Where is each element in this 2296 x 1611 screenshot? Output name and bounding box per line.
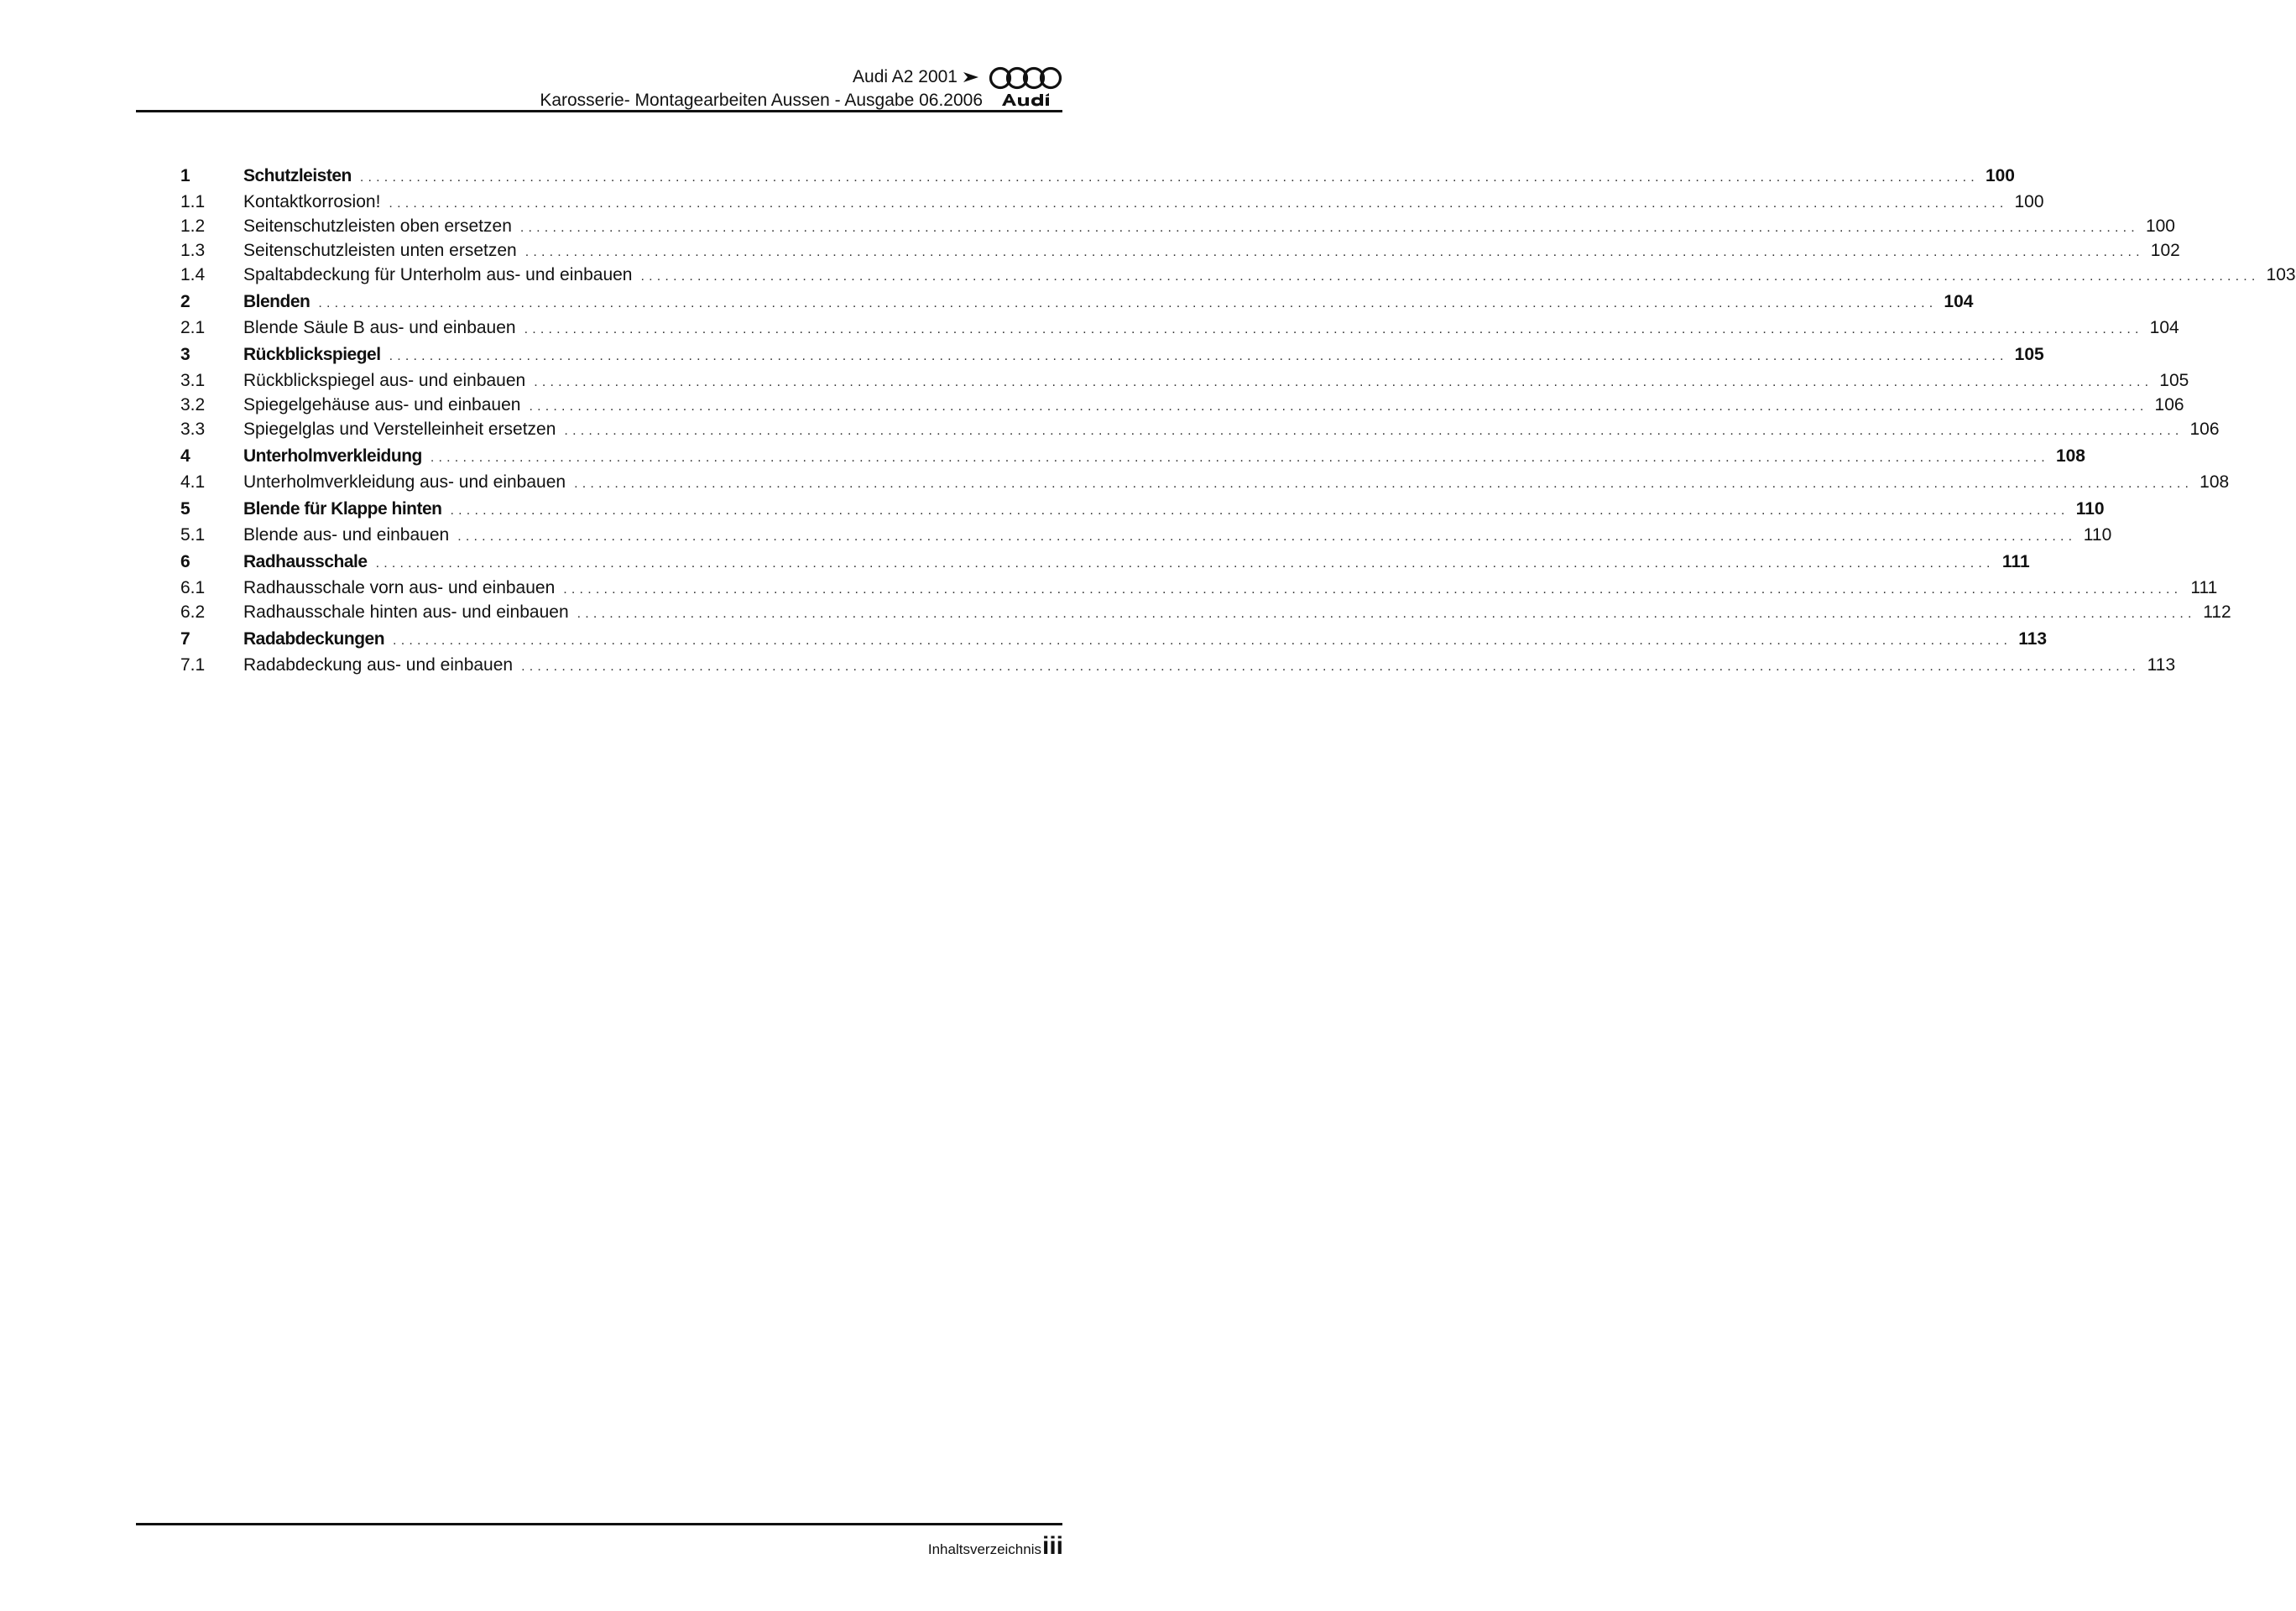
toc-dot-leader: ........................................................................................................................................................................................................ [375, 556, 1995, 571]
toc-page-number: 113 [2018, 629, 2048, 649]
toc-dot-leader: ........................................................................................................................................................................................................ [577, 607, 2196, 621]
toc-number: 4 [180, 446, 190, 466]
toc-chapter-row[interactable] [180, 446, 2085, 472]
toc-title: Unterholmverkleidung aus- und einbauen [243, 472, 566, 492]
toc-number: 1.3 [180, 241, 206, 260]
arrow-right-icon [963, 70, 978, 84]
toc-dot-leader: ........................................................................................................................................................................................................ [389, 196, 2008, 211]
toc-page-number: 100 [2014, 192, 2044, 211]
toc-entry-row[interactable] [180, 472, 2230, 497]
toc-chapter-group [180, 166, 2296, 289]
toc-page-number: 105 [2014, 345, 2044, 364]
header-rule [136, 110, 1062, 112]
toc-page-number: 108 [2055, 446, 2085, 466]
toc-entry-row[interactable] [180, 395, 2184, 420]
toc-dot-leader: ........................................................................................................................................................................................................ [430, 451, 2049, 465]
toc-dot-leader: ........................................................................................................................................................................................................ [563, 582, 2183, 597]
toc-dot-leader: ........................................................................................................................................................................................................ [534, 375, 2153, 389]
toc-dot-leader: ........................................................................................................................................................................................................ [457, 529, 2077, 544]
toc-page-number: 106 [2189, 420, 2220, 439]
toc-title: Schutzleisten [243, 166, 352, 185]
toc-entry-row[interactable] [180, 602, 2231, 627]
page-header [136, 62, 1062, 112]
toc-chapter-row[interactable] [180, 629, 2048, 655]
toc-dot-leader: ........................................................................................................................................................................................................ [524, 322, 2143, 336]
toc-number: 2 [180, 292, 190, 311]
toc-title: Radabdeckungen [243, 629, 385, 649]
toc-title: Radhausschale [243, 552, 368, 571]
toc-chapter-group [180, 292, 2179, 342]
toc-title: Kontaktkorrosion! [243, 192, 381, 211]
toc-entry-row[interactable] [180, 420, 2220, 444]
toc-dot-leader: ........................................................................................................................................................................................................ [564, 424, 2184, 438]
toc-dot-leader: ........................................................................................................................................................................................................ [524, 245, 2144, 259]
toc-chapter-row[interactable] [180, 499, 2105, 525]
toc-dot-leader: ........................................................................................................................................................................................................ [393, 633, 2012, 648]
toc-dot-leader: ........................................................................................................................................................................................................ [318, 296, 1938, 310]
audi-rings-logo [989, 66, 1062, 90]
toc-title: Rückblickspiegel [243, 345, 381, 364]
toc-page-number: 112 [2203, 602, 2231, 622]
toc-page-number: 110 [2075, 499, 2105, 519]
toc-dot-leader: ........................................................................................................................................................................................................ [529, 399, 2148, 414]
toc-number: 7 [180, 629, 190, 649]
toc-title: Unterholmverkleidung [243, 446, 422, 466]
toc-dot-leader: ........................................................................................................................................................................................................ [521, 660, 2141, 674]
toc-title: Blende aus- und einbauen [243, 525, 450, 545]
toc-page-number: 113 [2147, 655, 2176, 675]
toc-chapter-group [180, 629, 2176, 680]
toc-title: Radabdeckung aus- und einbauen [243, 655, 514, 675]
toc-title: Spaltabdeckung für Unterholm aus- und einbauen [243, 265, 633, 284]
table-of-contents [180, 166, 2296, 682]
toc-chapter-group [180, 345, 2220, 444]
toc-title: Seitenschutzleisten oben ersetzen [243, 216, 512, 236]
toc-number: 6 [180, 552, 190, 571]
toc-dot-leader: ........................................................................................................................................................................................................ [359, 170, 1979, 185]
toc-number: 3.1 [180, 371, 206, 390]
toc-title: Radhausschale vorn aus- und einbauen [243, 578, 556, 597]
footer-section-label: Inhaltsverzeichnis [927, 1541, 1041, 1557]
toc-title: Radhausschale hinten aus- und einbauen [243, 602, 569, 622]
toc-entry-row[interactable] [180, 371, 2189, 395]
toc-page-number: 108 [2199, 472, 2230, 492]
toc-chapter-group [180, 446, 2230, 497]
toc-number: 4.1 [180, 472, 206, 492]
toc-title: Spiegelgehäuse aus- und einbauen [243, 395, 521, 414]
toc-title: Blende für Klappe hinten [243, 499, 442, 519]
toc-page-number: 100 [1985, 166, 2015, 185]
toc-entry-row[interactable] [180, 192, 2044, 216]
toc-page-number: 102 [2150, 241, 2180, 260]
toc-page-number: 103 [2266, 265, 2296, 284]
toc-title: Spiegelglas und Verstelleinheit ersetzen [243, 420, 556, 439]
toc-dot-leader: ........................................................................................................................................................................................................ [640, 269, 2260, 284]
footer-page-number: iii [1041, 1532, 1063, 1560]
toc-page-number: 104 [1944, 292, 1974, 311]
toc-entry-row[interactable] [180, 525, 2112, 550]
toc-number: 3.3 [180, 420, 206, 439]
toc-chapter-row[interactable] [180, 166, 2015, 192]
toc-chapter-row[interactable] [180, 552, 2030, 578]
toc-page-number: 105 [2159, 371, 2189, 390]
toc-number: 5 [180, 499, 190, 519]
toc-dot-leader: ........................................................................................................................................................................................................ [519, 221, 2139, 235]
toc-number: 6.1 [180, 578, 206, 597]
toc-chapter-group [180, 552, 2231, 627]
toc-page-number: 111 [2001, 552, 2030, 571]
toc-page-number: 106 [2154, 395, 2184, 414]
toc-dot-leader: ........................................................................................................................................................................................................ [574, 477, 2194, 491]
toc-entry-row[interactable] [180, 578, 2218, 602]
toc-number: 6.2 [180, 602, 206, 622]
toc-number: 3.2 [180, 395, 206, 414]
toc-chapter-row[interactable] [180, 345, 2044, 371]
footer-rule [136, 1523, 1062, 1525]
toc-page-number: 104 [2149, 318, 2179, 337]
toc-number: 1 [180, 166, 190, 185]
toc-title: Seitenschutzleisten unten ersetzen [243, 241, 517, 260]
toc-entry-row[interactable] [180, 241, 2180, 265]
toc-title: Blenden [243, 292, 310, 311]
toc-number: 1.2 [180, 216, 206, 236]
toc-number: 7.1 [180, 655, 206, 675]
audi-wordmark-logo [1000, 92, 1056, 107]
toc-chapter-row[interactable] [180, 292, 1974, 318]
toc-title: Rückblickspiegel aus- und einbauen [243, 371, 526, 390]
toc-title: Blende Säule B aus- und einbauen [243, 318, 516, 337]
toc-entry-row[interactable] [180, 318, 2179, 342]
toc-dot-leader: ........................................................................................................................................................................................................ [450, 503, 2069, 518]
header-subtitle: Karosserie- Montagearbeiten Aussen - Ausgabe 06.2006 [540, 91, 983, 110]
toc-dot-leader: ........................................................................................................................................................................................................ [389, 349, 2008, 363]
toc-number: 1.4 [180, 265, 206, 284]
toc-chapter-group [180, 499, 2112, 550]
toc-number: 3 [180, 345, 190, 364]
toc-number: 1.1 [180, 192, 206, 211]
toc-entry-row[interactable] [180, 265, 2296, 289]
header-model: Audi A2 2001 [853, 67, 958, 86]
toc-number: 2.1 [180, 318, 206, 337]
toc-page-number: 100 [2145, 216, 2175, 236]
toc-page-number: 111 [2190, 578, 2218, 597]
toc-page-number: 110 [2083, 525, 2112, 545]
toc-entry-row[interactable] [180, 216, 2175, 241]
toc-entry-row[interactable] [180, 655, 2176, 680]
toc-number: 5.1 [180, 525, 206, 545]
